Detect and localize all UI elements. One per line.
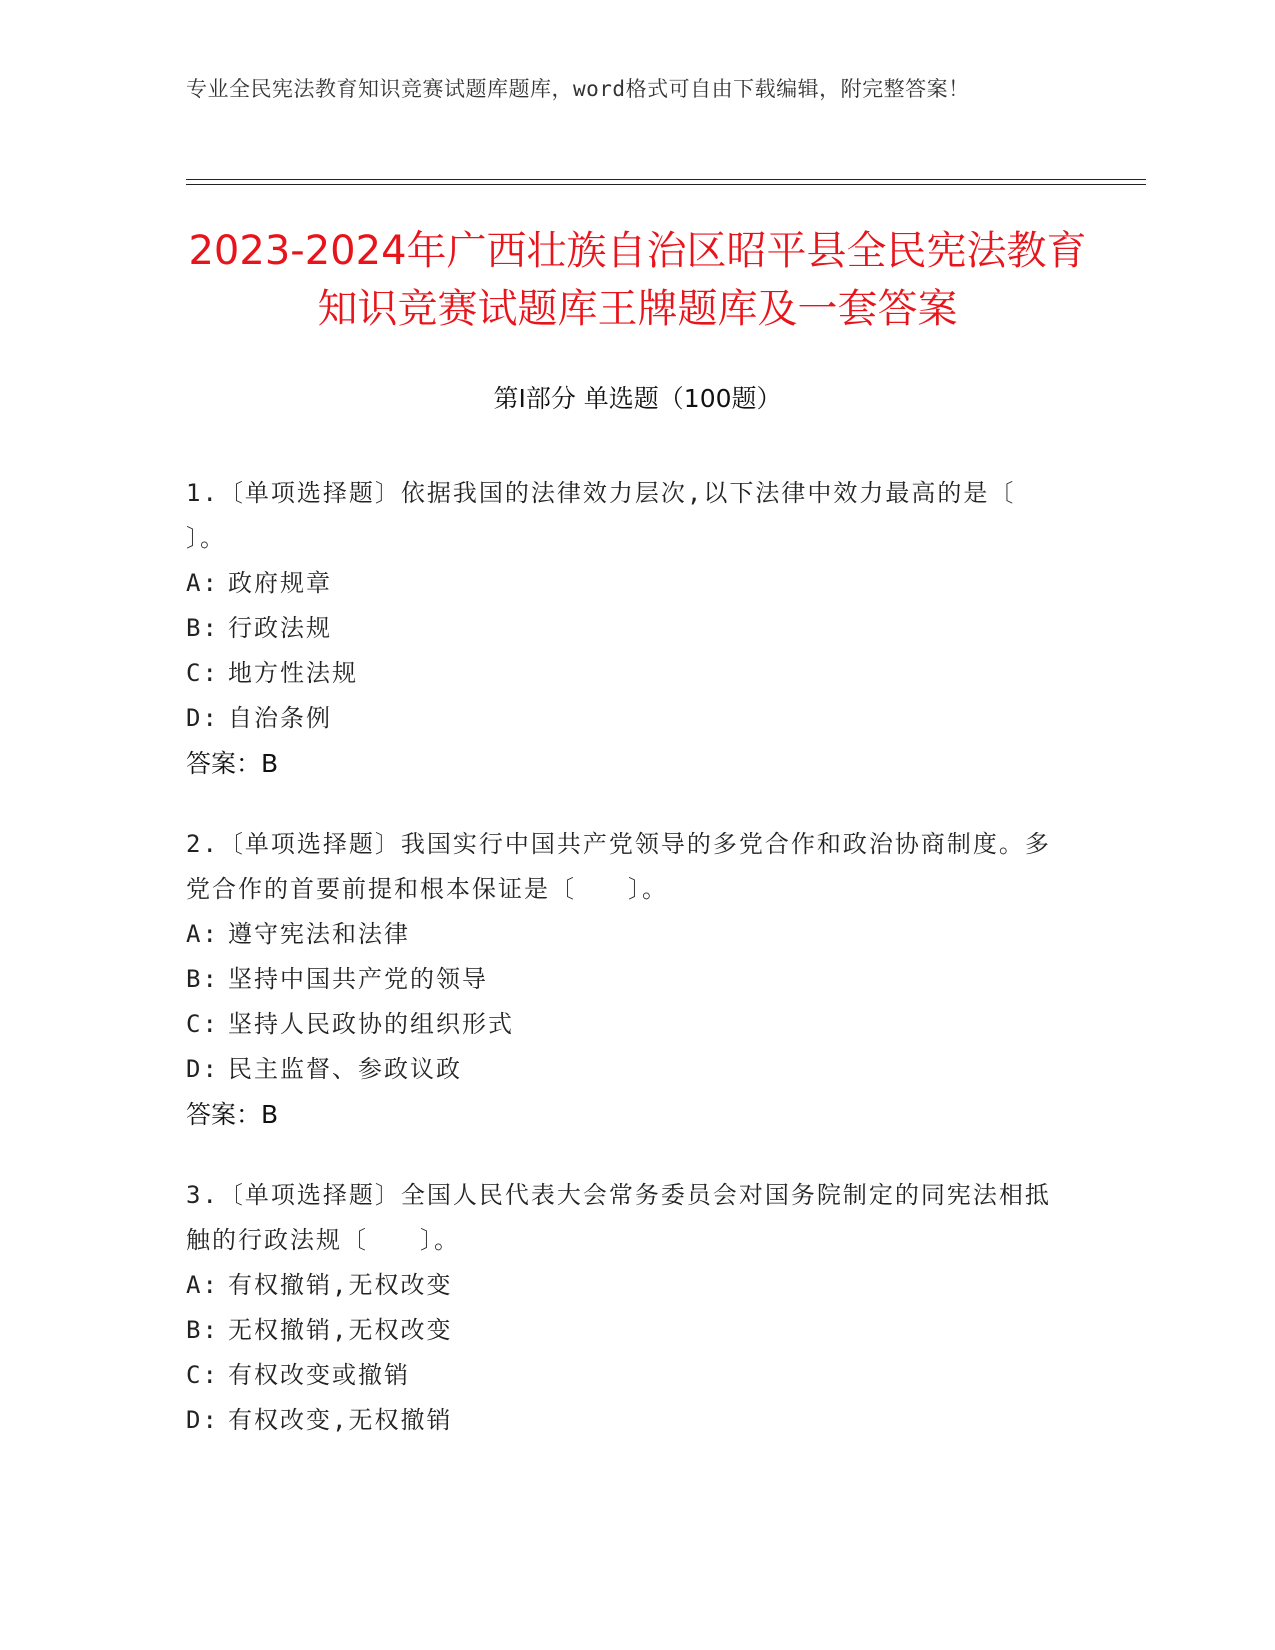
option-text: 地方性法规	[228, 659, 358, 687]
option-d	[186, 696, 1066, 741]
option-text: 行政法规	[228, 614, 332, 642]
option-letter: D:	[186, 704, 219, 732]
option-letter: C:	[186, 659, 219, 687]
option-letter: B:	[186, 965, 219, 993]
question-list	[186, 471, 1066, 1479]
option-letter: C:	[186, 1361, 219, 1389]
question-stem: 1.〔单项选择题〕依据我国的法律效力层次,以下法律中效力最高的是〔 〕。	[186, 479, 1068, 552]
option-letter: D:	[186, 1055, 219, 1083]
option-letter: B:	[186, 1316, 219, 1344]
option-text: 坚持人民政协的组织形式	[228, 1010, 514, 1038]
option-letter: C:	[186, 1010, 219, 1038]
option-text: 遵守宪法和法律	[228, 920, 410, 948]
question-stem: 2.〔单项选择题〕我国实行中国共产党领导的多党合作和政治协商制度。多党合作的首要前提和根本保证是〔 〕。	[186, 830, 1051, 903]
option-b	[186, 606, 1066, 651]
option-d	[186, 1398, 1066, 1443]
option-text: 自治条例	[228, 704, 332, 732]
option-letter: A:	[186, 1271, 219, 1299]
header-divider-bottom	[186, 184, 1146, 185]
question-stem: 3.〔单项选择题〕全国人民代表大会常务委员会对国务院制定的同宪法相抵触的行政法规〔 〕。	[186, 1181, 1051, 1254]
question-1	[186, 471, 1066, 786]
section-heading: 第Ⅰ部分 单选题（100题）	[493, 384, 782, 413]
option-c	[186, 1002, 1066, 1047]
option-letter: B:	[186, 614, 219, 642]
option-a	[186, 912, 1066, 957]
option-a	[186, 1263, 1066, 1308]
answer-label: 答案：B	[186, 749, 279, 778]
option-text: 无权撤销,无权改变	[228, 1316, 453, 1344]
option-a	[186, 561, 1066, 606]
option-text: 坚持中国共产党的领导	[228, 965, 488, 993]
question-3	[186, 1173, 1066, 1443]
option-text: 有权撤销,无权改变	[228, 1271, 453, 1299]
document-title: 2023-2024年广西壮族自治区昭平县全民宪法教育知识竞赛试题库王牌题库及一套答案	[188, 228, 1087, 332]
option-d	[186, 1047, 1066, 1092]
option-text: 政府规章	[228, 569, 332, 597]
header-note: 专业全民宪法教育知识竞赛试题库题库，word格式可自由下载编辑，附完整答案！	[186, 77, 970, 101]
option-b	[186, 1308, 1066, 1353]
option-letter: A:	[186, 569, 219, 597]
answer-label: 答案：B	[186, 1100, 279, 1129]
option-text: 民主监督、参政议政	[228, 1055, 462, 1083]
option-letter: D:	[186, 1406, 219, 1434]
option-text: 有权改变或撤销	[228, 1361, 410, 1389]
header-divider-top	[186, 179, 1146, 180]
option-b	[186, 957, 1066, 1002]
option-text: 有权改变,无权撤销	[228, 1406, 453, 1434]
question-2	[186, 822, 1066, 1137]
option-letter: A:	[186, 920, 219, 948]
option-c	[186, 1353, 1066, 1398]
option-c	[186, 651, 1066, 696]
